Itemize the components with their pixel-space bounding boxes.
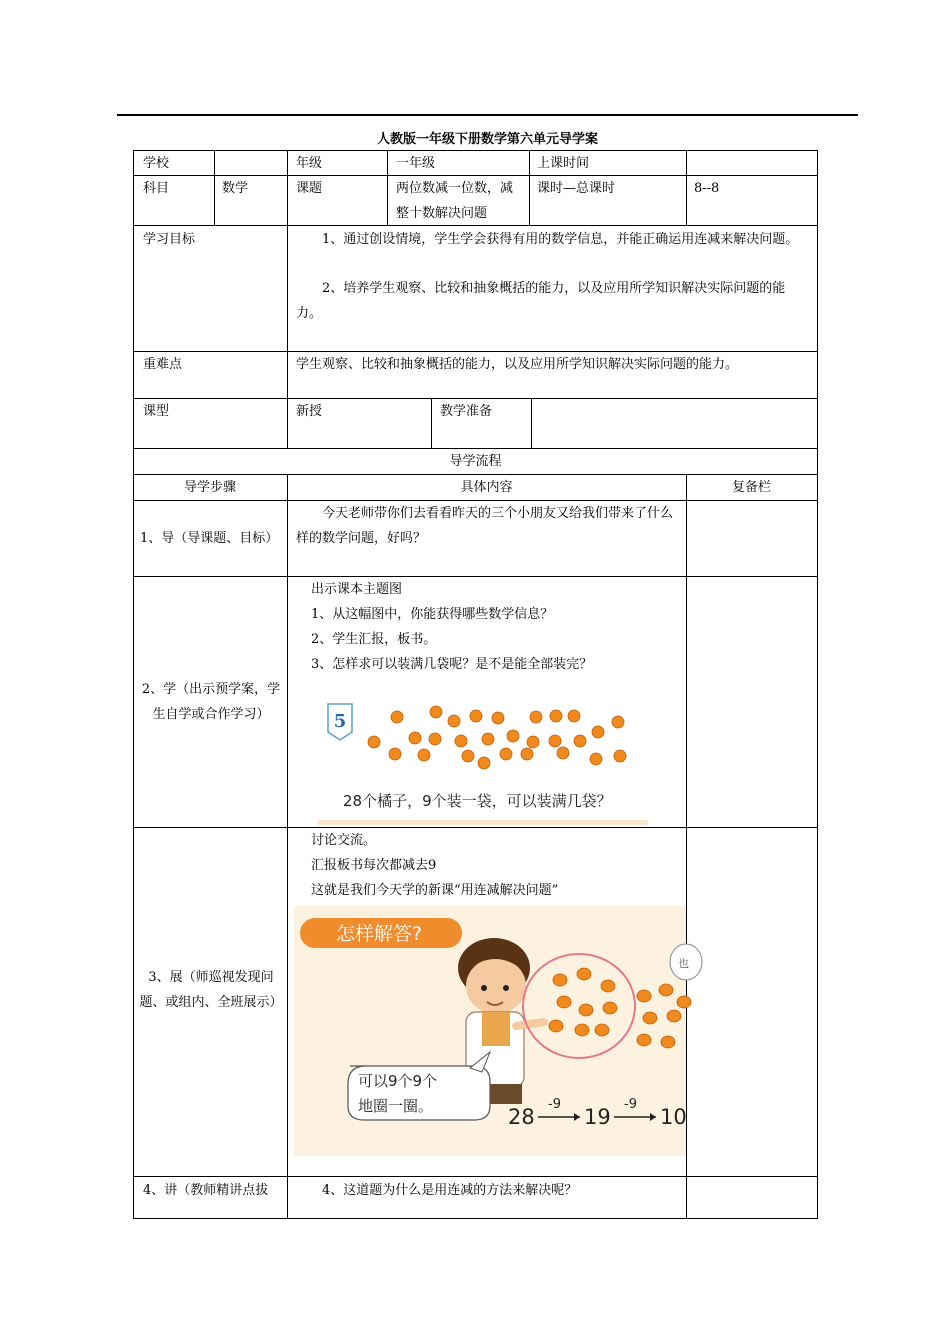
step-3-line-1: 讨论交流。 [311,833,377,848]
equation-end: 10 [660,1105,687,1129]
lesson-type-value: 新授 [296,404,323,419]
flow-heading: 导学流程 [449,454,502,469]
step-3-line-3: 这就是我们今天学的新课“用连减解决问题” [311,883,559,898]
subject-value: 数学 [222,181,249,196]
step-2-line-2: 1、从这幅图中，你能获得哪些数学信息？ [311,607,554,622]
difficulty-label: 重难点 [143,357,183,372]
oranges-illustration [318,688,648,825]
badge-number: 5 [333,711,347,732]
orange-group [368,706,626,769]
step-2-line-1: 出示课本主题图 [311,582,403,597]
step-3-line-2: 汇报板书每次都减去9 [311,858,437,873]
step-2-line-3: 2、学生汇报，板书。 [311,632,437,647]
step-3-label: 3、展（师巡视发现问题、或组内、全班展示） [139,970,283,1010]
topic-label: 课题 [296,181,323,196]
step-1-label: 1、导（导课题、目标） [140,531,279,546]
teaching-prep-label: 教学准备 [440,404,493,419]
side-bubble-text: 也 [678,957,689,970]
equation-start: 28 [508,1105,535,1129]
equation-middle: 19 [584,1105,611,1129]
caption-underline [318,820,648,825]
class-time-label: 上课时间 [537,156,590,171]
bubble-line-2: 地圈一圈。 [358,1097,434,1115]
step-1-content: 今天老师带你们去看看昨天的三个小朋友又给我们带来了什么样的数学问题，好吗？ [296,506,674,546]
equation-op-1: -9 [548,1097,561,1112]
how-to-solve-illustration [294,906,689,1156]
grade-label: 年级 [296,156,323,171]
objectives-label: 学习目标 [143,232,196,247]
grade-value: 一年级 [396,156,436,171]
step-4-label: 4、讲（教师精讲点拔 [143,1183,269,1198]
step-4-content: 4、这道题为什么是用连减的方法来解决呢？ [322,1183,578,1198]
equation-op-2: -9 [624,1097,637,1112]
difficulty-text: 学生观察、比较和抽象概括的能力，以及应用所学知识解决实际问题的能力。 [296,357,739,372]
bubble-line-1: 可以9个9个 [358,1072,438,1090]
col-content-header: 具体内容 [460,480,513,495]
col-notes-header: 复备栏 [731,480,771,495]
banner-text: 怎样解答? [335,923,423,945]
document-title: 人教版一年级下册数学第六单元导学案 [376,132,598,147]
top-rule [117,114,858,116]
objective-2: 2、培养学生观察、比较和抽象概括的能力，以及应用所学知识解决实际问题的能力。 [296,281,786,321]
lesson-type-label: 课型 [143,404,170,419]
col-steps-header: 导学步骤 [183,480,236,495]
objective-1: 1、通过创设情境，学生学会获得有用的数学信息，并能正确运用连减来解决问题。 [322,232,799,247]
subject-label: 科目 [143,181,170,196]
step-2-line-4: 3、怎样求可以装满几袋呢？是不是能全部装完？ [311,657,593,672]
oranges-caption: 28个橘子，9个装一袋，可以装满几袋？ [343,792,612,810]
step-2-label: 2、学（出示预学案，学生自学或合作学习） [141,682,281,722]
oranges-svg [318,688,648,825]
circled-oranges [549,968,691,1048]
solve-svg [294,906,689,1156]
period-value: 8--8 [694,181,720,196]
period-label: 课时—总课时 [537,181,616,196]
school-label: 学校 [143,156,170,171]
topic-value: 两位数减一位数，减整十数解决问题 [396,181,514,221]
